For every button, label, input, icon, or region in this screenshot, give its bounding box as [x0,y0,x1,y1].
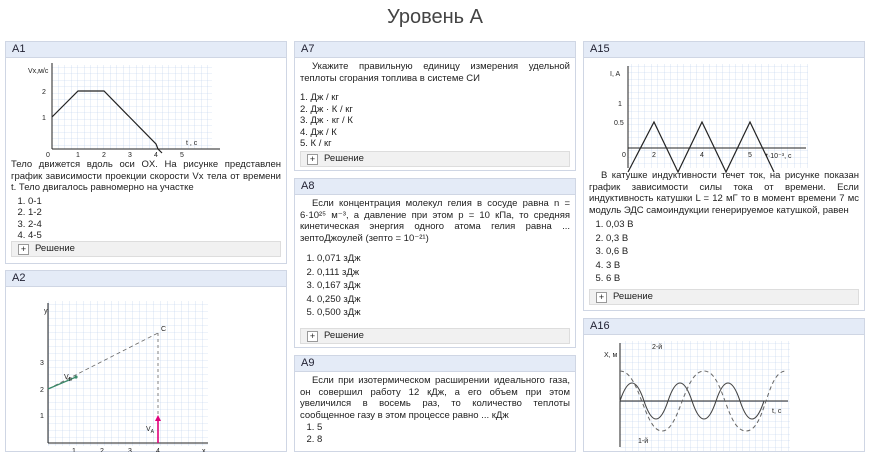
question-header: A9 [295,356,575,372]
plus-icon: + [596,292,607,303]
answer-option[interactable]: 2. 8 [317,434,575,446]
answer-option[interactable]: 3. 2-4 [28,219,286,231]
answer-option[interactable]: 4. Дж / К [300,126,337,138]
curve-1-label: 1-й [638,438,649,445]
y-axis-label: y [44,308,48,315]
x-tick: 3 [128,152,132,159]
solution-toggle[interactable] [300,151,570,167]
answer-option[interactable]: 2. 0,3 В [606,232,864,246]
answer-option[interactable]: 2. Дж · К / кг [300,103,353,115]
answer-option[interactable]: 2. 1-2 [28,207,286,219]
question-card-a2 [5,270,287,452]
question-card-a15 [583,41,865,311]
answer-option[interactable]: 3. 0,6 В [606,245,864,259]
question-header: A15 [584,42,864,58]
question-header: A1 [6,42,286,58]
y-tick: 0.5 [614,120,624,127]
question-card-a1 [5,41,287,264]
answer-options [295,92,575,150]
velocity-graph [26,61,226,159]
graph-ylabel: I, A [610,71,621,78]
y-tick: 1 [42,115,46,122]
plus-icon: + [307,331,318,342]
solution-label: Решение [324,330,364,341]
answer-option[interactable]: 4. 4-5 [28,230,286,242]
question-text: Укажите правильную единицу измерения удельной теплоты сгорания топлива в системе СИ [300,61,570,84]
solution-toggle[interactable] [589,289,859,305]
vector-a-label: $V_A$ [146,426,155,435]
x-tick: 3 [128,448,132,452]
x-tick: 5 [748,152,752,159]
x-axis-label: x [202,448,206,452]
question-card-a16 [583,318,865,452]
answer-option[interactable]: 5. К / кг [300,138,332,149]
y-tick: 2 [40,387,44,394]
question-header: A7 [295,42,575,58]
question-text: Если при изотермическом расширении идеального газа, он совершил работу 12 кДж, а его объем при этом увеличился в восемь раз, то количество теплоты сообщенное газу в этом процессе равно ... кДж [300,375,570,421]
oscillation-graph [600,337,810,447]
graph-ylabel: X, м [604,352,618,359]
question-header: A2 [6,271,286,287]
graph-ylabel: Vx,м/c [28,68,49,75]
answer-options [584,218,864,286]
x-tick: 1 [76,152,80,159]
question-card-a9 [294,355,576,452]
graph-xlabel: t·10⁻³, c [766,153,792,160]
plus-icon: + [307,154,318,165]
x-tick: 4 [154,152,158,159]
y-tick: 1 [618,101,622,108]
vector-graph [28,291,228,452]
answer-options [295,252,575,320]
current-graph [606,60,816,168]
point-c-label: C [161,326,167,333]
question-text: Тело движется вдоль оси OX. На рисунке представлен график зависимости проекции скорости Vx тела от времени t. Тело двигалось равномерно на участке [11,159,281,193]
solution-label: Решение [35,243,75,254]
x-tick: 1 [72,448,76,452]
x-tick: 0 [622,152,626,159]
graph-xlabel: t , c [186,140,198,147]
x-tick: 5 [180,152,184,159]
curve-2-label: 2-й [652,344,663,351]
question-card-a7 [294,41,576,171]
x-tick: 2 [102,152,106,159]
answer-option[interactable]: 1. Дж / кг [300,92,339,103]
solution-toggle[interactable] [300,328,570,344]
plus-icon: + [18,244,29,255]
x-tick: 0 [46,152,50,159]
answer-option[interactable]: 1. 0,071 зДж [317,252,575,266]
answer-option[interactable]: 1. 0,03 В [606,218,864,232]
graph-xlabel: t, c [772,408,782,415]
x-tick: 4 [156,448,160,452]
x-tick: 2 [100,448,104,452]
question-card-a8 [294,178,576,348]
answer-option[interactable]: 1. 5 [317,422,575,434]
question-text: В катушке индуктивности течет ток, на рисунке показан график зависимости силы тока от времени. Если индуктивность катушки L = 12 мГ то в момент времени 7 мс модуль ЭДС самоиндукции генерируемое катушкой, равен [589,170,859,216]
y-tick: 3 [40,360,44,367]
page-title: Уровень A [387,6,483,28]
answer-option[interactable]: 3. 0,167 зДж [317,279,575,293]
answer-option[interactable]: 5. 6 В [606,272,864,286]
vector-b-label: $V_B$ [64,374,73,383]
answer-option[interactable]: 3. Дж · кг / К [300,115,353,126]
answer-options [295,422,575,445]
answer-option[interactable]: 2. 0,111 зДж [317,266,575,280]
y-tick: 1 [40,413,44,420]
answer-option[interactable]: 5. 0,500 зДж [317,306,575,320]
answer-options [6,196,286,242]
solution-toggle[interactable] [11,241,281,257]
x-tick: 4 [700,152,704,159]
question-text: Если концентрация молекул гелия в сосуде равна n = 6·10²⁵ м⁻³, а давление при этом p = 10 кПа, то средняя кинетическая энергия одного атома гелия равна ... зептоДжоулей (зепто = 10⁻²¹) [300,198,570,244]
y-tick: 2 [42,89,46,96]
solution-label: Решение [613,291,653,302]
answer-option[interactable]: 4. 0,250 зДж [317,293,575,307]
question-header: A16 [584,319,864,335]
answer-option[interactable]: 4. 3 В [606,259,864,273]
x-tick: 2 [652,152,656,159]
question-header: A8 [295,179,575,195]
solution-label: Решение [324,153,364,164]
answer-option[interactable]: 1. 0-1 [28,196,286,208]
